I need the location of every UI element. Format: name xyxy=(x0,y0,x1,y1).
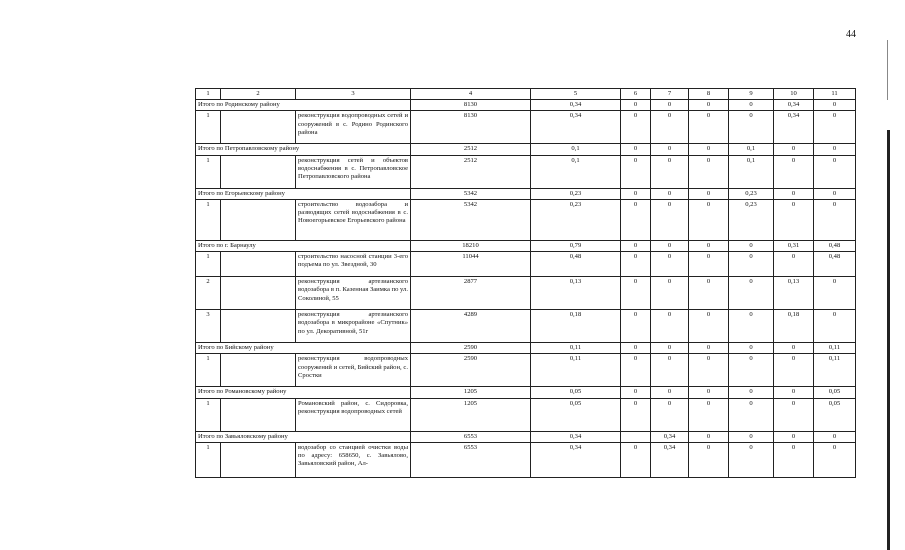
cell-c5: 0,1 xyxy=(531,144,621,155)
cell-c7: 0 xyxy=(651,343,689,354)
cell-c6: 0 xyxy=(621,199,651,240)
cell-c3: водозабор со станцией очистки воды по адресу: 658650, с. Завьялово, Завьяловский район, Ал- xyxy=(296,442,411,477)
header-cell: 2 xyxy=(221,89,296,100)
cell-c10: 0,13 xyxy=(774,277,814,310)
cell-c5: 0,79 xyxy=(531,240,621,251)
cell-c4: 2590 xyxy=(411,343,531,354)
cell-label: Итого по Родинскому району xyxy=(196,100,411,111)
cell-c7: 0 xyxy=(651,199,689,240)
cell-c11: 0 xyxy=(814,100,856,111)
cell-c4: 5342 xyxy=(411,199,531,240)
cell-c4: 8130 xyxy=(411,111,531,144)
cell-c10: 0,31 xyxy=(774,240,814,251)
cell-c5: 0,34 xyxy=(531,111,621,144)
cell-c2 xyxy=(221,354,296,387)
cell-c8: 0 xyxy=(689,442,729,477)
table-body xyxy=(196,89,856,478)
cell-c4: 5342 xyxy=(411,188,531,199)
cell-c11: 0,48 xyxy=(814,252,856,277)
cell-c10: 0,34 xyxy=(774,111,814,144)
cell-c4: 6553 xyxy=(411,442,531,477)
header-cell: 9 xyxy=(729,89,774,100)
cell-c4: 2877 xyxy=(411,277,531,310)
table-row xyxy=(196,310,856,343)
cell-c6: 0 xyxy=(621,252,651,277)
cell-c4: 18210 xyxy=(411,240,531,251)
cell-c11: 0 xyxy=(814,144,856,155)
cell-c9: 0 xyxy=(729,240,774,251)
header-cell: 10 xyxy=(774,89,814,100)
cell-c2 xyxy=(221,155,296,188)
cell-c10: 0 xyxy=(774,188,814,199)
cell-c7: 0 xyxy=(651,155,689,188)
cell-c5: 0,1 xyxy=(531,155,621,188)
cell-c1: 2 xyxy=(196,277,221,310)
cell-c3: Романовский район, с. Сидоровка, реконструкция водопроводных сетей xyxy=(296,398,411,431)
cell-c9: 0 xyxy=(729,100,774,111)
cell-c4: 1205 xyxy=(411,398,531,431)
cell-c1: 1 xyxy=(196,442,221,477)
cell-c1: 1 xyxy=(196,199,221,240)
cell-c8: 0 xyxy=(689,354,729,387)
cell-c9: 0,1 xyxy=(729,144,774,155)
cell-c11: 0 xyxy=(814,155,856,188)
cell-c3: реконструкция артезианского водозабора в п. Казенная Заимка по ул. Соколиной, 55 xyxy=(296,277,411,310)
cell-c11: 0 xyxy=(814,442,856,477)
cell-c1: 1 xyxy=(196,111,221,144)
cell-c3: реконструкция артезианского водозабора в микрорайоне «Спутник» по ул. Декоративной, 51г xyxy=(296,310,411,343)
cell-c11: 0,05 xyxy=(814,398,856,431)
cell-c10: 0 xyxy=(774,199,814,240)
cell-c10: 0 xyxy=(774,144,814,155)
cell-c8: 0 xyxy=(689,188,729,199)
cell-c10: 0 xyxy=(774,343,814,354)
cell-c6: 0 xyxy=(621,100,651,111)
cell-c7: 0 xyxy=(651,398,689,431)
cell-c7: 0 xyxy=(651,240,689,251)
cell-c6: 0 xyxy=(621,310,651,343)
total-row xyxy=(196,188,856,199)
cell-c7: 0 xyxy=(651,111,689,144)
page-number: 44 xyxy=(846,29,856,40)
cell-c6: 0 xyxy=(621,354,651,387)
cell-c11: 0,11 xyxy=(814,343,856,354)
cell-c2 xyxy=(221,277,296,310)
cell-c4: 8130 xyxy=(411,100,531,111)
cell-c3: реконструкция водопроводных сетей и сооружений в с. Родино Родинского района xyxy=(296,111,411,144)
cell-c9: 0 xyxy=(729,431,774,442)
cell-c8: 0 xyxy=(689,155,729,188)
cell-c7: 0 xyxy=(651,310,689,343)
cell-c8: 0 xyxy=(689,310,729,343)
cell-c5: 0,34 xyxy=(531,100,621,111)
cell-c10: 0 xyxy=(774,398,814,431)
cell-c5: 0,13 xyxy=(531,277,621,310)
cell-c4: 11044 xyxy=(411,252,531,277)
cell-c7: 0,34 xyxy=(651,442,689,477)
cell-c6: 0 xyxy=(621,277,651,310)
data-table xyxy=(195,88,856,478)
cell-label: Итого по г. Барнаулу xyxy=(196,240,411,251)
cell-c5: 0,34 xyxy=(531,442,621,477)
cell-c10: 0,34 xyxy=(774,100,814,111)
cell-c4: 2512 xyxy=(411,144,531,155)
cell-c9: 0,1 xyxy=(729,155,774,188)
cell-c5: 0,23 xyxy=(531,199,621,240)
cell-c1: 1 xyxy=(196,252,221,277)
cell-c8: 0 xyxy=(689,398,729,431)
cell-c9: 0 xyxy=(729,252,774,277)
scan-edge-bar xyxy=(887,130,890,550)
cell-c11: 0,11 xyxy=(814,354,856,387)
cell-c5: 0,34 xyxy=(531,431,621,442)
cell-label: Итого по Бийскому району xyxy=(196,343,411,354)
cell-c3: реконструкция водопроводных сооружений и сетей, Бийский район, с. Сростки xyxy=(296,354,411,387)
table-row xyxy=(196,252,856,277)
cell-c1: 1 xyxy=(196,354,221,387)
cell-c10: 0 xyxy=(774,354,814,387)
total-row xyxy=(196,431,856,442)
cell-c2 xyxy=(221,111,296,144)
cell-label: Итого по Романовскому району xyxy=(196,387,411,398)
cell-c4: 1205 xyxy=(411,387,531,398)
cell-c2 xyxy=(221,442,296,477)
cell-c8: 0 xyxy=(689,252,729,277)
cell-c9: 0 xyxy=(729,354,774,387)
cell-c4: 4289 xyxy=(411,310,531,343)
cell-c11: 0 xyxy=(814,199,856,240)
cell-c4: 2512 xyxy=(411,155,531,188)
total-row xyxy=(196,100,856,111)
cell-c5: 0,11 xyxy=(531,343,621,354)
cell-c9: 0 xyxy=(729,310,774,343)
header-cell: 8 xyxy=(689,89,729,100)
cell-c11: 0 xyxy=(814,188,856,199)
cell-c7: 0 xyxy=(651,144,689,155)
cell-c11: 0 xyxy=(814,431,856,442)
cell-c6: 0 xyxy=(621,188,651,199)
cell-c9: 0,23 xyxy=(729,188,774,199)
table-row xyxy=(196,111,856,144)
header-cell: 5 xyxy=(531,89,621,100)
cell-c7: 0 xyxy=(651,100,689,111)
cell-c8: 0 xyxy=(689,431,729,442)
cell-c2 xyxy=(221,199,296,240)
cell-c5: 0,18 xyxy=(531,310,621,343)
cell-c8: 0 xyxy=(689,387,729,398)
header-cell: 3 xyxy=(296,89,411,100)
header-cell: 1 xyxy=(196,89,221,100)
header-cell: 6 xyxy=(621,89,651,100)
table-row xyxy=(196,155,856,188)
cell-c6 xyxy=(621,431,651,442)
cell-c3: строительство водозабора и разводящих сетей водоснабжения в с. Новоегорьевское Егорьевского района xyxy=(296,199,411,240)
cell-c7: 0 xyxy=(651,354,689,387)
cell-c9: 0 xyxy=(729,387,774,398)
cell-c9: 0 xyxy=(729,398,774,431)
cell-c6: 0 xyxy=(621,442,651,477)
cell-c11: 0 xyxy=(814,310,856,343)
cell-c7: 0 xyxy=(651,252,689,277)
cell-c6: 0 xyxy=(621,387,651,398)
cell-c8: 0 xyxy=(689,240,729,251)
table-row xyxy=(196,277,856,310)
cell-c5: 0,48 xyxy=(531,252,621,277)
cell-c6: 0 xyxy=(621,155,651,188)
cell-c10: 0 xyxy=(774,252,814,277)
cell-c8: 0 xyxy=(689,199,729,240)
cell-c2 xyxy=(221,252,296,277)
cell-c9: 0 xyxy=(729,277,774,310)
total-row xyxy=(196,387,856,398)
cell-c1: 3 xyxy=(196,310,221,343)
total-row xyxy=(196,343,856,354)
cell-label: Итого по Егорьевскому району xyxy=(196,188,411,199)
cell-c2 xyxy=(221,398,296,431)
table-row xyxy=(196,442,856,477)
cell-c10: 0 xyxy=(774,155,814,188)
cell-label: Итого по Петропавловскому району xyxy=(196,144,411,155)
cell-c9: 0 xyxy=(729,442,774,477)
cell-c6: 0 xyxy=(621,343,651,354)
cell-c6: 0 xyxy=(621,398,651,431)
cell-c1: 1 xyxy=(196,155,221,188)
cell-c8: 0 xyxy=(689,144,729,155)
cell-c7: 0,34 xyxy=(651,431,689,442)
cell-c9: 0 xyxy=(729,343,774,354)
header-cell: 7 xyxy=(651,89,689,100)
cell-c5: 0,23 xyxy=(531,188,621,199)
cell-c6: 0 xyxy=(621,111,651,144)
cell-c11: 0 xyxy=(814,277,856,310)
table-row xyxy=(196,199,856,240)
table-row xyxy=(196,354,856,387)
cell-c4: 6553 xyxy=(411,431,531,442)
cell-c10: 0 xyxy=(774,431,814,442)
cell-c10: 0 xyxy=(774,442,814,477)
total-row xyxy=(196,144,856,155)
cell-c11: 0,48 xyxy=(814,240,856,251)
cell-c7: 0 xyxy=(651,277,689,310)
cell-c9: 0 xyxy=(729,111,774,144)
cell-label: Итого по Завьяловскому району xyxy=(196,431,411,442)
cell-c6: 0 xyxy=(621,240,651,251)
cell-c11: 0 xyxy=(814,111,856,144)
cell-c3: реконструкция сетей и объектов водоснабжения в с. Петропавловское Петропавловского района xyxy=(296,155,411,188)
cell-c1: 1 xyxy=(196,398,221,431)
cell-c11: 0,05 xyxy=(814,387,856,398)
cell-c8: 0 xyxy=(689,111,729,144)
cell-c8: 0 xyxy=(689,343,729,354)
cell-c10: 0,18 xyxy=(774,310,814,343)
cell-c3: строительство насосной станции 3-его подъема по ул. Звездной, 30 xyxy=(296,252,411,277)
header-cell: 11 xyxy=(814,89,856,100)
scan-edge-line xyxy=(887,40,888,100)
cell-c5: 0,11 xyxy=(531,354,621,387)
total-row xyxy=(196,240,856,251)
cell-c2 xyxy=(221,310,296,343)
cell-c8: 0 xyxy=(689,100,729,111)
cell-c4: 2590 xyxy=(411,354,531,387)
table-header-row xyxy=(196,89,856,100)
cell-c7: 0 xyxy=(651,387,689,398)
cell-c9: 0,23 xyxy=(729,199,774,240)
cell-c7: 0 xyxy=(651,188,689,199)
header-cell: 4 xyxy=(411,89,531,100)
cell-c8: 0 xyxy=(689,277,729,310)
cell-c6: 0 xyxy=(621,144,651,155)
cell-c5: 0,05 xyxy=(531,387,621,398)
cell-c5: 0,05 xyxy=(531,398,621,431)
cell-c10: 0 xyxy=(774,387,814,398)
table-row xyxy=(196,398,856,431)
